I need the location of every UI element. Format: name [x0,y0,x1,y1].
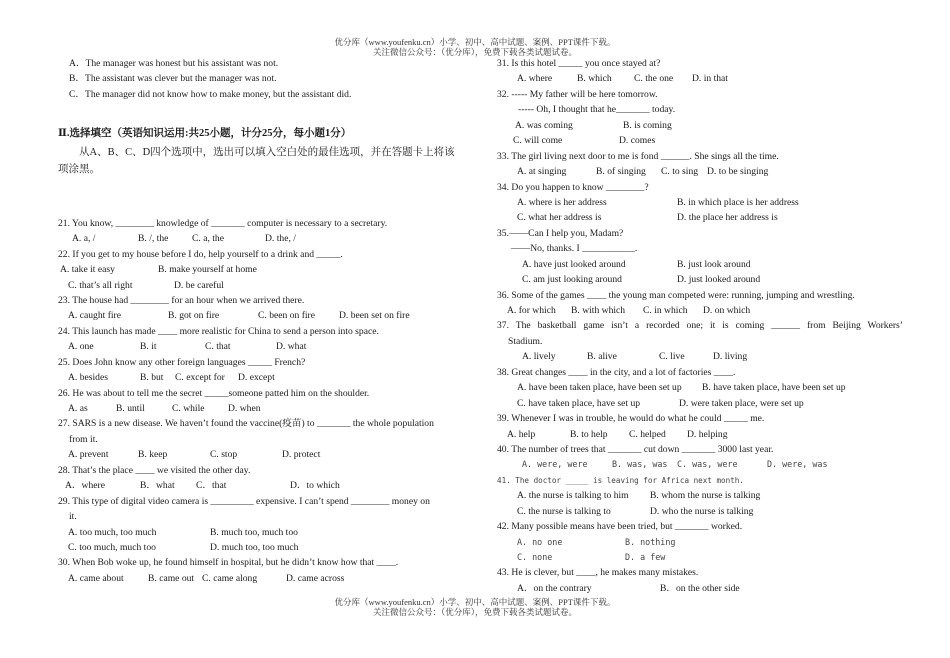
option-c[interactable]: C. except for [175,372,225,384]
option-a[interactable]: A. caught fire [68,310,122,322]
question-33-options [497,164,903,179]
option-b[interactable]: B. it [140,341,157,353]
option-d[interactable]: D. be careful [174,279,224,291]
question-32-options-row2 [497,133,903,148]
option-d[interactable]: D. to be singing [707,166,769,178]
option-d[interactable]: D. when [228,403,261,414]
option-a[interactable]: A. the nurse is talking to him [517,490,629,502]
option-b[interactable]: B. /, the [138,233,169,245]
question-24-options [58,339,456,354]
option-d[interactable]: D. protect [282,449,321,461]
option-c[interactable]: C. came along [202,572,258,584]
option-b[interactable]: B. to help [570,428,608,440]
option-d[interactable]: D. much too, too much [210,541,299,553]
option-b[interactable]: B. was, was [612,459,668,470]
carryover-option-c: C．The manager did not know how to make money, but the assistant did. [69,88,352,100]
option-d[interactable]: D. came across [286,572,345,584]
question-27-options [58,447,456,462]
section-instructions: 从A、B、C、D四个选项中，选出可以填入空白处的最佳选项，并在答题卡上将该项涂黑。 [58,146,455,175]
option-c[interactable]: C. was, were [677,459,738,470]
question-32-stem: 32. ----- My father will be here tomorrow. [497,88,658,100]
option-d[interactable]: D. a few [625,552,666,562]
option-a[interactable]: A. at singing [517,166,567,178]
footer-line-1: 优分库（www.youfenku.cn）小学、初中、高中试题、案例、PPT课件下载。 [334,597,616,607]
option-a[interactable]: A. lively [522,351,556,363]
left-column [58,56,456,586]
option-c[interactable]: C. am just looking around [522,274,622,286]
option-c[interactable]: C. helped [629,428,666,440]
option-a[interactable]: A. was coming [515,119,573,131]
option-b[interactable]: B. keep [138,449,168,461]
option-d[interactable]: D. been set on fire [339,310,410,322]
option-c[interactable]: C. a, the [192,233,224,245]
question-26-options [58,401,456,416]
option-b[interactable]: B. alive [587,351,617,363]
option-b[interactable]: B. have taken place, have been set up [702,382,846,394]
question-24-stem: 24. This launch has made ____ more realistic for China to send a person into space. [58,325,379,337]
option-b[interactable]: B. is coming [623,119,672,131]
option-a[interactable]: A. where [517,73,553,85]
option-b[interactable]: B. of singing [596,166,646,178]
option-d[interactable]: D. comes [619,135,656,147]
question-21-options [58,231,456,246]
question-37-options [497,349,903,364]
option-c[interactable]: C. the one [634,73,674,85]
question-35-options-row1 [497,257,903,272]
option-c[interactable]: C. will come [513,135,563,147]
option-a[interactable]: A. take it easy [60,264,115,276]
question-33-stem: 33. The girl living next door to me is fond ______. She sings all the time. [497,150,779,162]
question-38-options-row1 [497,380,903,395]
option-c[interactable]: C. to sing [661,166,699,178]
option-a[interactable]: A. too much, too much [68,526,157,538]
option-a[interactable]: A. came about [68,572,124,584]
option-b[interactable]: B. make yourself at home [158,264,257,276]
question-31-options [497,71,903,86]
option-c[interactable]: C. too much, much too [68,541,156,553]
option-d[interactable]: D．to which [290,480,340,492]
option-a[interactable]: A. for which [507,305,556,316]
question-30-stem: 30. When Bob woke up, he found himself in hospital, but he didn’t know how that ____. [58,557,399,569]
question-43-options [497,581,903,596]
option-d[interactable]: D. living [713,351,748,363]
question-42-options-row2 [497,550,903,565]
option-a[interactable]: A. help [507,428,536,440]
option-c[interactable]: C．that [196,480,227,492]
option-d[interactable]: D. the place her address is [677,212,778,224]
question-35-stem-cont: ——No, thanks. I ___________. [511,243,638,255]
option-a[interactable]: A. where is her address [517,196,607,208]
option-a[interactable]: A．where [65,480,105,492]
question-25-options [58,370,456,385]
option-a[interactable]: A. have just looked around [522,258,626,270]
option-c[interactable]: C. none [517,552,553,562]
option-b[interactable]: B. with which [571,305,626,316]
question-42-options-row1 [497,535,903,550]
question-21-stem: 21. You know, ________ knowledge of _______ computer is necessary to a secretary. [58,217,388,229]
question-22-options-row1 [58,262,456,277]
page-header [0,37,950,57]
question-37-stem-cont: Stadium. [508,335,543,347]
question-22-options-row2 [58,278,456,293]
option-b[interactable]: B. just look around [677,258,751,270]
question-34-options-row1 [497,195,903,210]
option-d[interactable]: D. were taken place, were set up [679,397,804,409]
question-29-options-row2 [58,540,456,555]
option-b[interactable]: B. got on fire [168,310,220,322]
question-38-stem: 38. Great changes ____ in the city, and a lot of factories ____. [497,366,736,378]
right-column [497,56,903,596]
option-d[interactable]: D. just looked around [677,274,761,286]
option-a[interactable]: A. were, were [522,459,588,470]
option-c[interactable]: C. that’s all right [68,279,133,291]
header-line-1: 优分库（www.youfenku.cn）小学、初中、高中试题、案例、PPT课件下载。 [334,37,616,47]
footer-line-2: 关注微信公众号：（优分库），免费下载各类试题试卷。 [372,607,577,617]
option-d[interactable]: D. except [238,372,275,384]
question-41-options-row1 [497,488,903,503]
option-b[interactable]: B. whom the nurse is talking [650,490,761,502]
carryover-option-b: B．The assistant was clever but the manager was not. [69,73,277,85]
question-35-stem: 35.——Can I help you, Madam? [497,227,624,239]
question-29-options-row1 [58,525,456,540]
option-d[interactable]: D. helping [687,428,728,440]
page-footer [0,597,950,617]
question-26-stem: 26. He was about to tell me the secret _____someone patted him on the shoulder. [58,387,370,399]
question-34-options-row2 [497,210,903,225]
header-line-2: 关注微信公众号：（优分库），免费下载各类试题试卷。 [372,47,577,57]
question-29-stem-cont: it. [69,511,77,523]
option-a[interactable]: A．on the contrary [517,582,592,594]
option-a[interactable]: A. prevent [68,449,109,461]
option-c[interactable]: C. live [659,351,685,363]
question-28-stem: 28. That’s the place ____ we visited the other day. [58,464,251,476]
question-31-stem: 31. Is this hotel _____ you once stayed at? [497,58,661,69]
option-c[interactable]: C. have taken place, have set up [517,397,641,409]
question-36-options [497,303,903,318]
option-d[interactable]: D. what [276,341,307,353]
option-b[interactable]: B. nothing [625,536,676,547]
question-27-stem: 27. SARS is a new disease. We haven’t found the vaccine(疫苗) to _______ the whole population [58,418,434,430]
option-c[interactable]: C. in which [643,305,688,316]
section-title: Ⅱ.选择填空（英语知识运用:共25小题，计分25分，每小题1分） [58,128,352,140]
question-37-stem: 37. The basketball game isn’t a recorded one; it is coming ______ from Beijing Workers’ [497,320,903,332]
question-38-options-row2 [497,396,903,411]
option-c[interactable]: C. been on fire [258,310,316,322]
question-41-options-row2 [497,504,903,519]
question-22-stem: 22. If you get to my house before I do, help yourself to a drink and _____. [58,248,343,260]
option-c[interactable]: C. what her address is [517,212,602,224]
question-23-stem: 23. The house had ________ for an hour when we arrived there. [58,294,305,306]
question-40-options [497,457,903,472]
question-23-options [58,308,456,323]
option-c[interactable]: C. the nurse is talking to [517,505,611,517]
option-a[interactable]: A. besides [68,372,108,384]
option-b[interactable]: B. came out [148,572,195,584]
question-39-stem: 39. Whenever I was in trouble, he would do what he could _____ me. [497,413,765,425]
option-d[interactable]: D. in that [692,73,728,85]
question-30-options [58,571,456,586]
option-c[interactable]: C. while [172,403,205,414]
option-b[interactable]: B. but [140,372,164,384]
option-b[interactable]: B. which [577,73,612,85]
question-27-stem-cont: from it. [69,433,98,445]
option-a[interactable]: A. a, / [72,233,96,245]
option-b[interactable]: B. in which place is her address [677,196,799,208]
option-b[interactable]: B. much too, much too [210,526,298,538]
question-28-options [58,478,456,493]
question-40-stem: 40. The number of trees that _______ cut down _______ 3000 last year. [497,443,774,455]
option-a[interactable]: A. as [68,403,88,414]
option-b[interactable]: B．on the other side [660,582,740,594]
question-29-stem: 29. This type of digital video camera is _________ expensive. I can’t spend ________ money on [58,495,430,507]
question-32-options-row1 [497,118,903,133]
question-25-stem: 25. Does John know any other foreign languages _____ French? [58,356,306,368]
option-a[interactable]: A. have been taken place, have been set up [517,382,682,394]
option-c[interactable]: C. stop [210,449,238,461]
option-c[interactable]: C. that [205,341,231,353]
question-36-stem: 36. Some of the games ____ the young man competed were: running, jumping and wrestling. [497,289,855,301]
option-d[interactable]: D. who the nurse is talking [650,505,754,517]
option-b[interactable]: B. until [116,403,145,414]
option-d[interactable]: D. on which [703,305,751,316]
carryover-option-a: A．The manager was honest but his assistant was not. [69,58,279,69]
question-34-stem: 34. Do you happen to know ________? [497,181,649,193]
option-a[interactable]: A. no one [517,536,563,547]
option-a[interactable]: A. one [68,341,94,353]
question-35-options-row2 [497,272,903,287]
option-d[interactable]: D. the, / [265,233,296,245]
question-39-options [497,427,903,442]
option-d[interactable]: D. were, was [767,459,828,470]
question-32-stem-cont: ----- Oh, I thought that he_______ today. [518,104,676,116]
question-41-stem: 41. The doctor _____ is leaving for Africa next month. [497,475,744,485]
question-43-stem: 43. He is clever, but ____, he makes many mistakes. [497,567,699,579]
question-42-stem: 42. Many possible means have been tried, but _______ worked. [497,521,743,533]
option-b[interactable]: B．what [140,480,175,492]
